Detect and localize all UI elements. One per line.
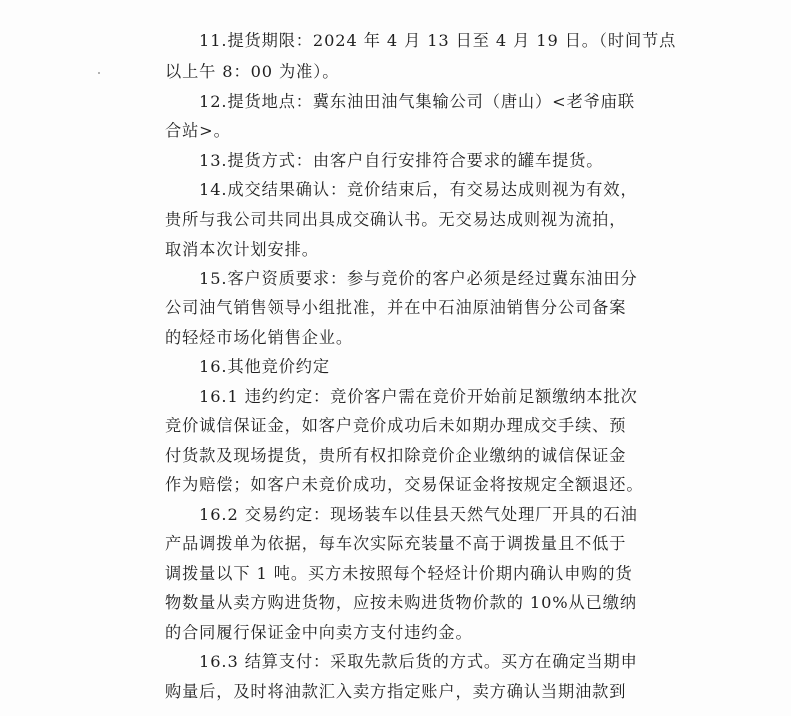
- clause-11-line-2: 以上午 8：00 为准）。: [165, 62, 340, 81]
- clause-16-2-line-1: 16.2 交易约定：现场装车以佳县天然气处理厂开具的石油: [199, 505, 638, 524]
- scan-speck: [98, 72, 100, 74]
- clause-11-line-1: 11.提货期限：2024 年 4 月 13 日至 4 月 19 日。（时间节点: [199, 31, 677, 50]
- clause-15-line-1: 15.客户资质要求：参与竞价的客户必须是经过冀东油田分: [199, 269, 638, 288]
- clause-16-2-line-2: 产品调拨单为依据，每车次实际充装量不高于调拨量且不低于: [165, 534, 627, 553]
- clause-16-3-line-1: 16.3 结算支付：采取先款后货的方式。买方在确定当期申: [199, 652, 638, 671]
- clause-12-line-2: 合站>。: [165, 121, 231, 140]
- clause-12-line-1: 12.提货地点：冀东油田油气集输公司（唐山）<老爷庙联: [199, 92, 635, 111]
- clause-16-2-line-3: 调拨量以下 1 吨。买方未按照每个轻烃计价期内确认申购的货: [165, 564, 633, 583]
- clause-16-1-line-2: 竞价诚信保证金，如客户竞价成功后未如期办理成交手续、预: [165, 416, 627, 435]
- clause-16-heading: 16.其他竞价约定: [199, 357, 330, 376]
- clause-15-line-3: 的轻烃市场化销售企业。: [165, 328, 353, 347]
- clause-15-line-2: 公司油气销售领导小组批准，并在中石油原油销售分公司备案: [165, 298, 627, 317]
- clause-16-3-line-2: 购量后，及时将油款汇入卖方指定账户，卖方确认当期油款到: [165, 682, 627, 701]
- clause-16-1-line-4: 作为赔偿；如客户未竞价成功，交易保证金将按规定全额退还。: [165, 475, 644, 494]
- clause-16-2-line-4: 物数量从卖方购进货物，应按未购进货物价款的 10%从已缴纳: [165, 593, 637, 612]
- clause-16-1-line-3: 付货款及现场提货，贵所有权扣除竞价企业缴纳的诚信保证金: [165, 446, 627, 465]
- clause-14-line-1: 14.成交结果确认：竞价结束后，有交易达成则视为有效，: [199, 180, 638, 199]
- clause-16-1-line-1: 16.1 违约约定：竞价客户需在竞价开始前足额缴纳本批次: [199, 387, 638, 406]
- clause-14-line-2: 贵所与我公司共同出具成交确认书。无交易达成则视为流拍，: [165, 210, 627, 229]
- clause-13-line-1: 13.提货方式：由客户自行安排符合要求的罐车提货。: [199, 151, 604, 170]
- clause-14-line-3: 取消本次计划安排。: [165, 240, 319, 259]
- clause-16-2-line-5: 的合同履行保证金中向卖方支付违约金。: [165, 623, 473, 642]
